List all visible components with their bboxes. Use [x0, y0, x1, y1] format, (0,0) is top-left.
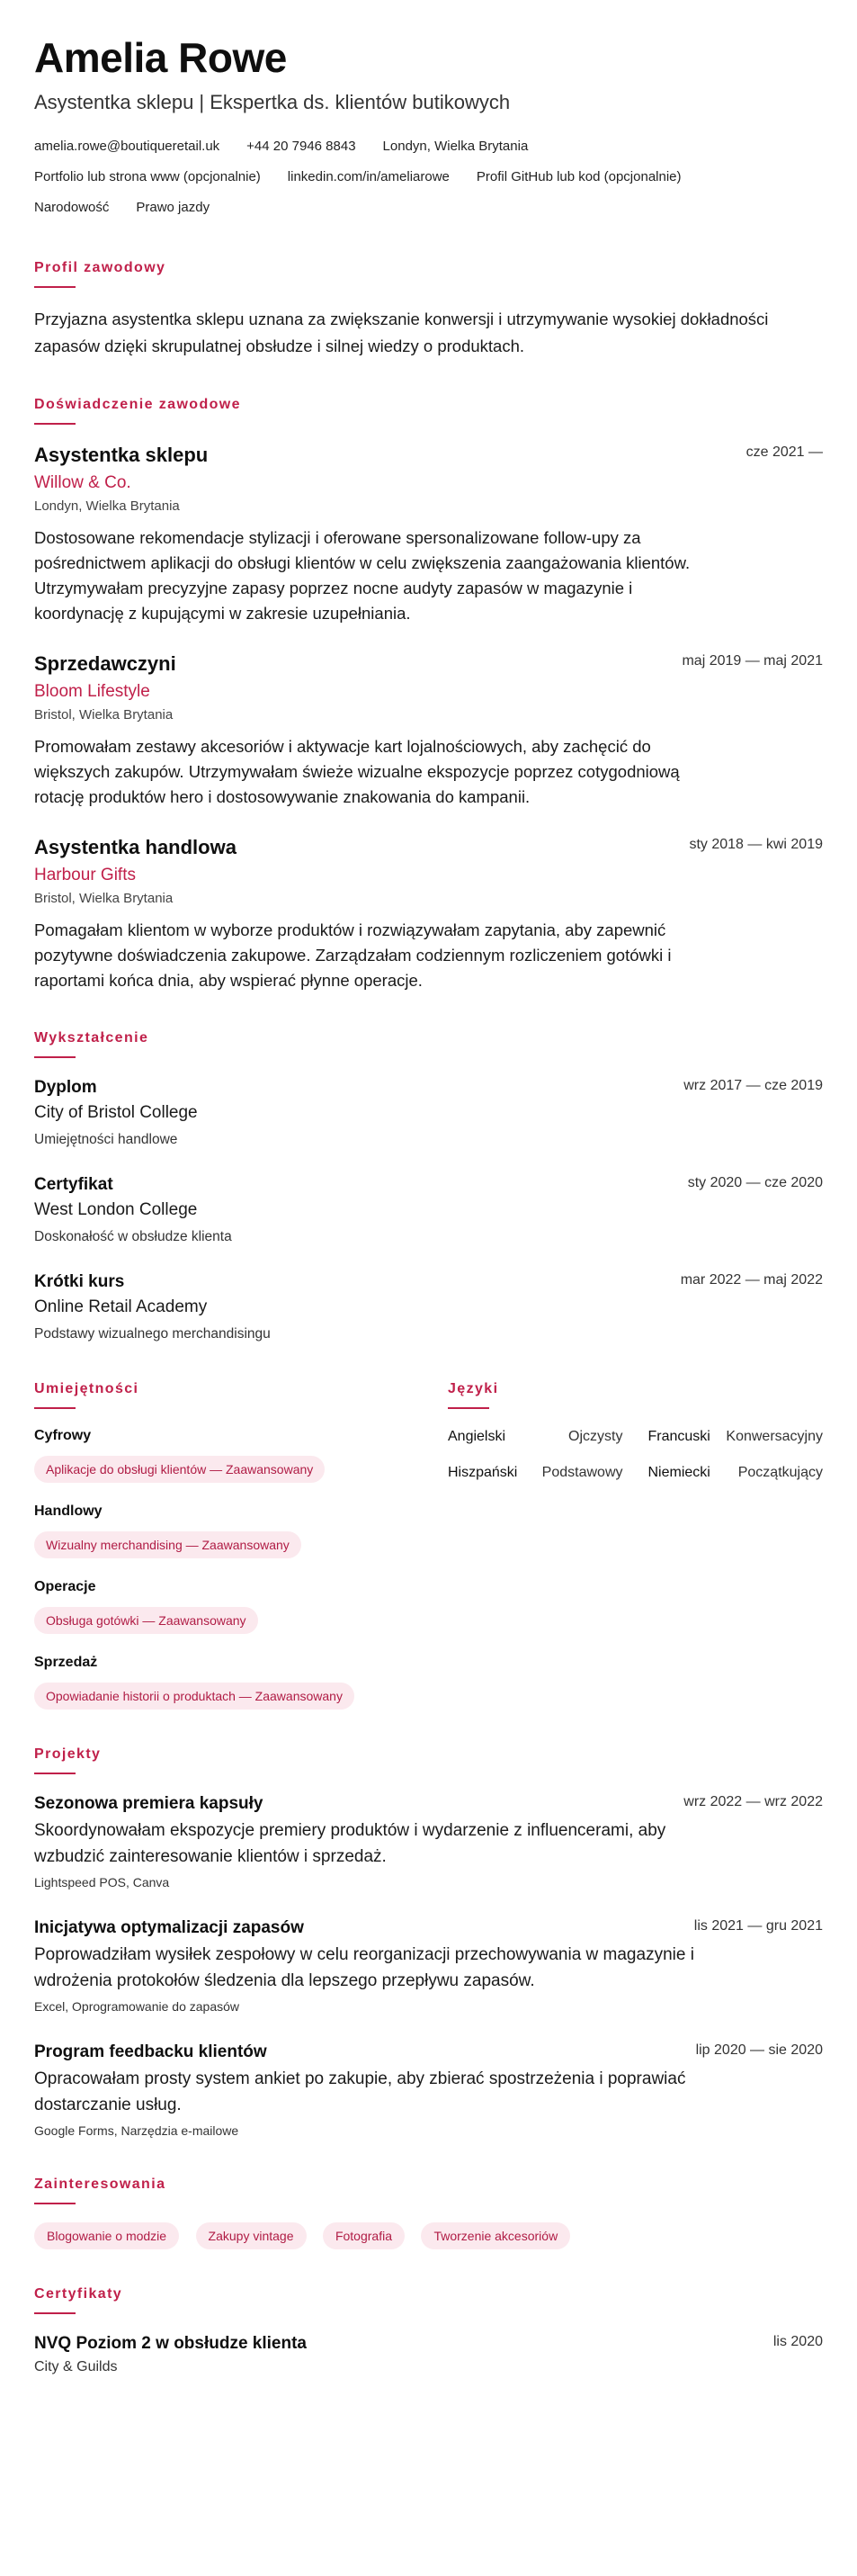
language-level: Konwersacyjny: [726, 1429, 823, 1444]
linkedin-link[interactable]: linkedin.com/in/ameliarowe: [287, 169, 450, 184]
job-description: Dostosowane rekomendacje stylizacji i oferowane spersonalizowane follow-upy za pośrednictwem aplikacji do obsługi klientów w celu zwiększenia zaangażowania klientów. Utrzymywałam precyzyjne zapasy poprzez nocne audyty zapasów w magazynie i koordynację z kupującymi w zakresie uzupełniania.: [34, 528, 691, 623]
education-school: City of Bristol College: [34, 1103, 198, 1122]
section-title: Projekty: [34, 1746, 102, 1762]
skill-chip: Opowiadanie historii o produktach — Zaawansowany: [34, 1683, 354, 1710]
job-entry: [34, 651, 823, 810]
section-title: Zainteresowania: [34, 2177, 166, 2192]
education-degree: Certyfikat: [34, 1175, 113, 1194]
section-divider: [34, 2312, 76, 2314]
summary-section: [34, 259, 823, 360]
section-title: Umiejętności: [34, 1381, 139, 1396]
language-item: [636, 1463, 824, 1483]
interest-chip: Zakupy vintage: [196, 2222, 307, 2249]
education-school: West London College: [34, 1200, 198, 1219]
language-level: Ojczysty: [568, 1429, 623, 1444]
education-dates: mar 2022 — maj 2022: [680, 1272, 823, 1288]
project-entry: [34, 2041, 823, 2140]
project-dates: lip 2020 — sie 2020: [695, 2042, 823, 2058]
skill-category: Operacje: [34, 1579, 96, 1594]
skill-group: [34, 1578, 448, 1634]
personal-row: [34, 193, 823, 223]
education-degree: Krótki kurs: [34, 1272, 125, 1291]
job-title: Asystentka handlowa: [34, 836, 237, 858]
interests-section: [34, 2176, 823, 2249]
certifications-section: [34, 2285, 823, 2377]
language-level: Początkujący: [737, 1465, 823, 1480]
skill-category: Handlowy: [34, 1503, 103, 1519]
skill-category: Cyfrowy: [34, 1428, 92, 1443]
job-location: Londyn, Wielka Brytania: [34, 498, 180, 514]
project-title: Inicjatywa optymalizacji zapasów: [34, 1918, 304, 1937]
project-entry: [34, 1792, 823, 1891]
section-divider: [448, 1407, 489, 1409]
skill-category: Sprzedaż: [34, 1655, 98, 1670]
section-title: Profil zawodowy: [34, 260, 166, 275]
job-location: Bristol, Wielka Brytania: [34, 707, 174, 723]
section-title: Certyfikaty: [34, 2286, 123, 2302]
education-field: Doskonałość w obsłudze klienta: [34, 1229, 232, 1244]
job-entry: [34, 443, 823, 626]
email-link[interactable]: amelia.rowe@boutiqueretail.uk: [34, 139, 220, 154]
job-description: Promowałam zestawy akcesoriów i aktywacje kart lojalnościowych, aby zachęcić do większych zakupów. Utrzymywałam świeże wizualne ekspozycje poprzez cotygodniową rotację produktów hero i dostosowywanie znakowania do kampanii.: [34, 737, 680, 806]
location-text: Londyn, Wielka Brytania: [382, 139, 529, 154]
project-dates: wrz 2022 — wrz 2022: [683, 1794, 823, 1809]
section-divider: [34, 1407, 76, 1409]
interest-chip: Blogowanie o modzie: [34, 2222, 179, 2249]
education-entry: [34, 1076, 823, 1150]
job-title: Asystentka sklepu: [34, 444, 209, 466]
section-divider: [34, 286, 76, 288]
summary-text: Przyjazna asystentka sklepu uznana za zwiększanie konwersji i utrzymywanie wysokiej dokładności zapasów dzięki skrupulatnej obsłudze i silnej wiedzy o produktach.: [34, 310, 769, 355]
resume-header: [34, 34, 823, 223]
project-description: Poprowadziłam wysiłek zespołowy w celu reorganizacji przechowywania w magazynie i wdrożenia protokołów śledzenia dla lepszego przepływu zapasów.: [34, 1945, 694, 1990]
language-row: [448, 1463, 823, 1483]
education-dates: sty 2020 — cze 2020: [687, 1175, 823, 1190]
education-entry: [34, 1270, 823, 1344]
section-divider: [34, 423, 76, 425]
experience-section: [34, 396, 823, 993]
education-field: Podstawy wizualnego merchandisingu: [34, 1326, 271, 1342]
project-tech: Excel, Oprogramowanie do zapasów: [34, 1999, 240, 2014]
skill-chip: Aplikacje do obsługi klientów — Zaawansowany: [34, 1456, 325, 1483]
certification-issuer: City & Guilds: [34, 2359, 118, 2374]
language-name: Angielski: [448, 1429, 506, 1444]
skill-chip: Wizualny merchandising — Zaawansowany: [34, 1531, 301, 1558]
certification-date: lis 2020: [772, 2334, 823, 2349]
skill-group: [34, 1427, 448, 1483]
interest-chip: Fotografia: [323, 2222, 405, 2249]
job-dates: maj 2019 — maj 2021: [682, 653, 823, 669]
language-name: Francuski: [647, 1429, 710, 1444]
job-company: Willow & Co.: [34, 473, 131, 492]
project-description: Skoordynowałam ekspozycje premiery produktów i wydarzenie z influencerami, aby wzbudzić zainteresowanie klientów i sprzedaż.: [34, 1821, 666, 1866]
job-entry: [34, 835, 823, 993]
candidate-headline: Asystentka sklepu | Ekspertka ds. klientów butikowych: [34, 91, 511, 113]
education-entry: [34, 1173, 823, 1247]
job-dates: cze 2021 —: [745, 444, 823, 460]
projects-section: [34, 1746, 823, 2140]
github-link[interactable]: Profil GitHub lub kod (opcjonalnie): [476, 169, 682, 184]
portfolio-link[interactable]: Portfolio lub strona www (opcjonalnie): [34, 169, 261, 184]
job-location: Bristol, Wielka Brytania: [34, 891, 174, 906]
project-tech: Google Forms, Narzędzia e-mailowe: [34, 2123, 239, 2138]
language-name: Niemiecki: [647, 1465, 710, 1480]
project-title: Sezonowa premiera kapsuły: [34, 1794, 263, 1813]
education-degree: Dyplom: [34, 1078, 97, 1097]
project-description: Opracowałam prosty system ankiet po zakupie, aby zbierać spostrzeżenia i poprawiać dostarczanie usług.: [34, 2069, 686, 2114]
candidate-name: Amelia Rowe: [34, 34, 287, 81]
project-entry: [34, 1916, 823, 2015]
skill-group: [34, 1654, 448, 1710]
job-company: Harbour Gifts: [34, 866, 136, 884]
job-dates: sty 2018 — kwi 2019: [689, 837, 823, 852]
project-dates: lis 2021 — gru 2021: [693, 1918, 823, 1934]
certification-name: NVQ Poziom 2 w obsłudze klienta: [34, 2334, 307, 2353]
section-divider: [34, 2203, 76, 2204]
education-dates: wrz 2017 — cze 2019: [683, 1078, 823, 1093]
section-title: Wykształcenie: [34, 1030, 149, 1046]
section-title: Języki: [448, 1381, 499, 1396]
section-divider: [34, 1056, 76, 1058]
section-title: Doświadczenie zawodowe: [34, 397, 241, 412]
certification-entry: [34, 2332, 823, 2377]
section-divider: [34, 1773, 76, 1774]
language-item: [448, 1427, 636, 1447]
interest-chip: Tworzenie akcesoriów: [421, 2222, 570, 2249]
links-row: [34, 162, 823, 193]
skill-chip: Obsługa gotówki — Zaawansowany: [34, 1607, 258, 1634]
language-item: [636, 1427, 824, 1447]
job-description: Pomagałam klientom w wyborze produktów i rozwiązywałam zapytania, aby zapewnić pozytywne doświadczenia zakupowe. Zarządzałam codziennym rozliczeniem gotówki i raportami końca dnia, aby wspierać płynne operacje.: [34, 920, 672, 990]
project-title: Program feedbacku klientów: [34, 2042, 267, 2061]
languages-section: [448, 1380, 823, 1710]
language-item: [448, 1463, 636, 1483]
education-field: Umiejętności handlowe: [34, 1132, 178, 1147]
language-row: [448, 1427, 823, 1447]
skills-languages-row: [34, 1380, 823, 1710]
contact-row: [34, 131, 823, 162]
skill-group: [34, 1503, 448, 1558]
phone-link[interactable]: +44 20 7946 8843: [246, 139, 356, 154]
nationality-text: Narodowość: [34, 200, 110, 215]
language-name: Hiszpański: [448, 1465, 518, 1480]
job-company: Bloom Lifestyle: [34, 682, 150, 701]
project-tech: Lightspeed POS, Canva: [34, 1875, 170, 1889]
license-text: Prawo jazdy: [136, 200, 210, 215]
language-level: Podstawowy: [541, 1465, 623, 1480]
education-school: Online Retail Academy: [34, 1297, 208, 1316]
education-section: [34, 1029, 823, 1344]
skills-section: [34, 1380, 448, 1710]
job-title: Sprzedawczyni: [34, 652, 176, 675]
